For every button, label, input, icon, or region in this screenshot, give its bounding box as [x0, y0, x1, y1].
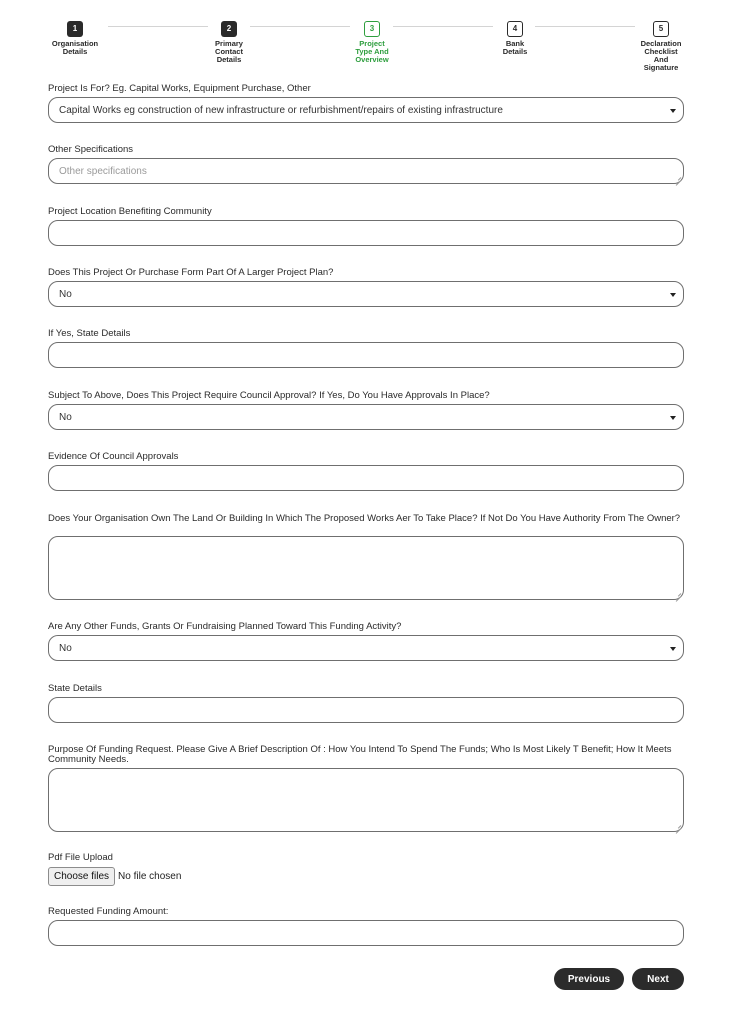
chevron-down-icon [670, 109, 676, 113]
pdf-upload-control [48, 867, 181, 886]
resize-handle-icon[interactable] [675, 591, 681, 597]
land-ownership-label: Does Your Organisation Own The Land Or Building In Which The Proposed Works Aer To Take Place? If Not Do You Have Authority From The Owner? [48, 513, 681, 524]
step-number: 5 [653, 21, 669, 37]
resize-handle-icon[interactable] [675, 823, 681, 829]
step-number: 1 [67, 21, 83, 37]
pdf-upload-label: Pdf File Upload [48, 852, 113, 863]
location-label: Project Location Benefiting Community [48, 206, 212, 217]
chevron-down-icon [670, 416, 676, 420]
council-evidence-input[interactable] [48, 465, 684, 491]
choose-files-button[interactable]: Choose files [48, 867, 115, 886]
step-number: 4 [507, 21, 523, 37]
progress-stepper [0, 18, 732, 78]
step-label: Declaration Checklist And Signature [640, 39, 682, 72]
other-funds-value: No [59, 642, 72, 654]
amount-label: Requested Funding Amount: [48, 906, 169, 917]
other-specs-textarea[interactable] [48, 158, 684, 184]
step-2[interactable] [184, 18, 274, 64]
council-approval-label: Subject To Above, Does This Project Require Council Approval? If Yes, Do You Have Approvals In Place? [48, 390, 490, 401]
step-3[interactable] [327, 18, 417, 64]
if-yes-label: If Yes, State Details [48, 328, 131, 339]
project-for-select[interactable] [48, 97, 684, 123]
council-approval-value: No [59, 411, 72, 423]
chevron-down-icon [670, 647, 676, 651]
next-button[interactable]: Next [632, 968, 684, 990]
larger-plan-label: Does This Project Or Purchase Form Part Of A Larger Project Plan? [48, 267, 334, 278]
step-number: 3 [364, 21, 380, 37]
state-details-label: State Details [48, 683, 102, 694]
step-label: Organisation Details [51, 39, 99, 56]
purpose-label: Purpose Of Funding Request. Please Give A Brief Description Of : How You Intend To Spend The Funds; Who Is Most Likely T Benefit; How It Meets Community Needs. [48, 744, 672, 765]
location-input[interactable] [48, 220, 684, 246]
purpose-textarea[interactable] [48, 768, 684, 832]
if-yes-input[interactable] [48, 342, 684, 368]
state-details-input[interactable] [48, 697, 684, 723]
larger-plan-select[interactable] [48, 281, 684, 307]
step-5[interactable] [616, 18, 706, 72]
land-ownership-textarea[interactable] [48, 536, 684, 600]
other-funds-select[interactable] [48, 635, 684, 661]
amount-input[interactable] [48, 920, 684, 946]
other-specs-label: Other Specifications [48, 144, 134, 155]
resize-handle-icon[interactable] [675, 175, 681, 181]
step-label: Bank Details [502, 39, 528, 56]
other-funds-label: Are Any Other Funds, Grants Or Fundraising Planned Toward This Funding Activity? [48, 621, 402, 632]
previous-button[interactable]: Previous [554, 968, 624, 990]
larger-plan-value: No [59, 288, 72, 300]
step-1[interactable] [30, 18, 120, 56]
other-specs-placeholder: Other specifications [59, 165, 147, 177]
project-for-value: Capital Works eg construction of new infrastructure or refurbishment/repairs of existing infrastructure [59, 104, 503, 116]
step-label: Primary Contact Details [215, 39, 243, 64]
file-status: No file chosen [118, 871, 182, 882]
project-for-label: Project Is For? Eg. Capital Works, Equipment Purchase, Other [48, 83, 311, 94]
council-approval-select[interactable] [48, 404, 684, 430]
chevron-down-icon [670, 293, 676, 297]
step-4[interactable] [470, 18, 560, 56]
step-number: 2 [221, 21, 237, 37]
council-evidence-label: Evidence Of Council Approvals [48, 451, 179, 462]
step-label: Project Type And Overview [355, 39, 389, 64]
